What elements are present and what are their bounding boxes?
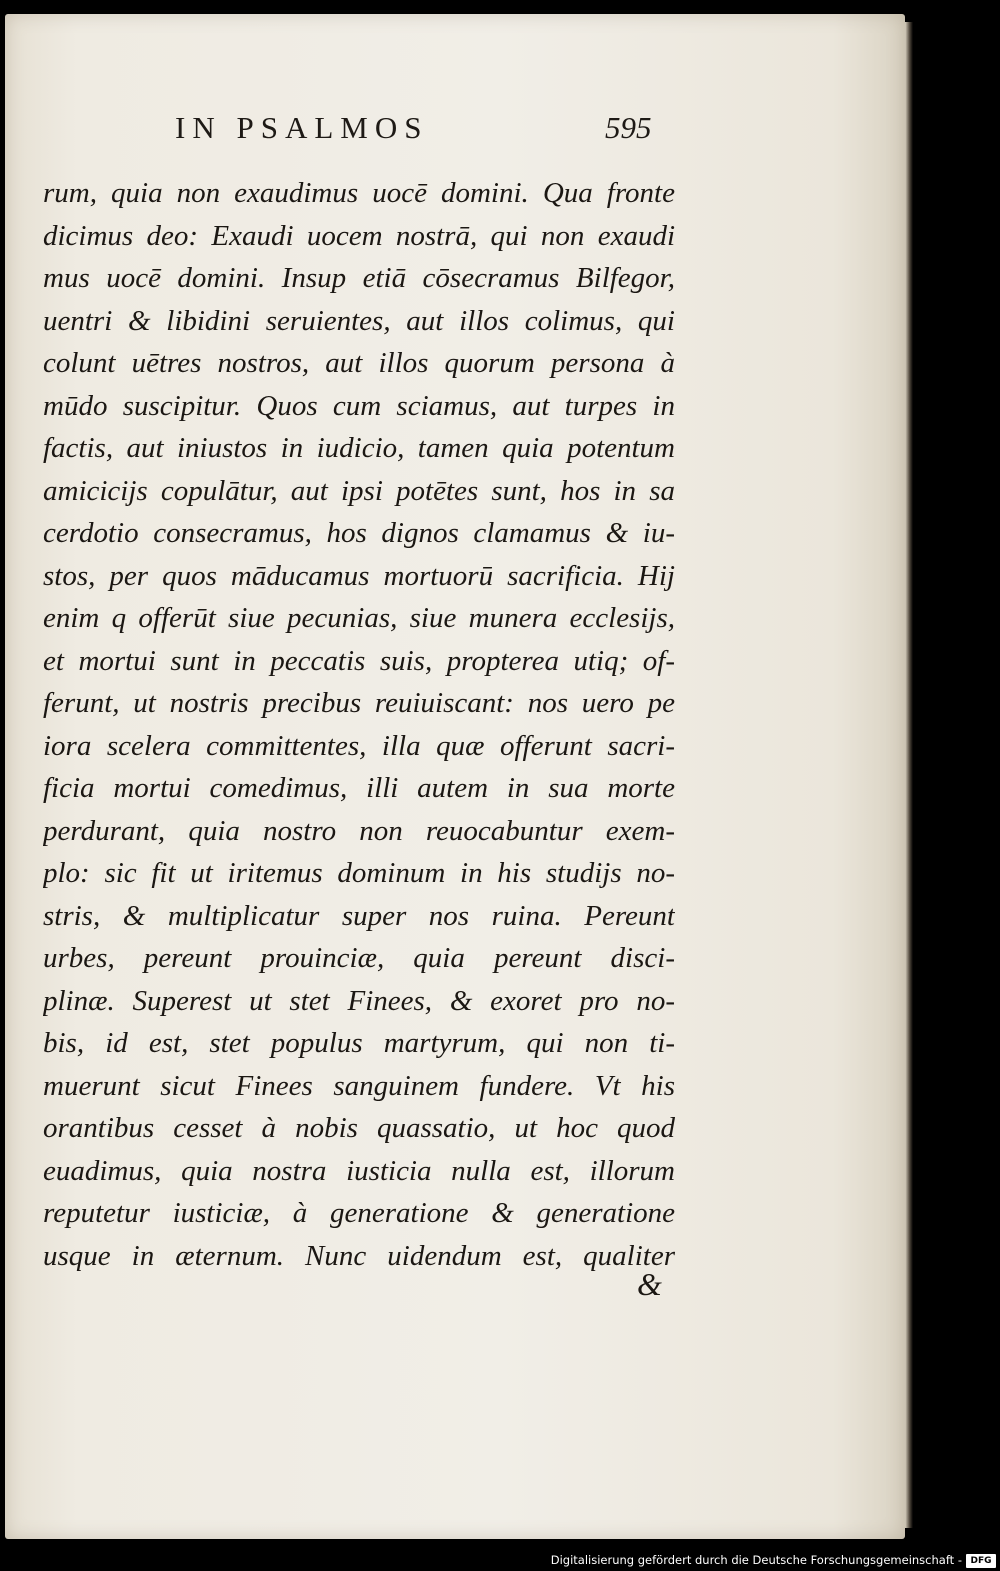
text-line: uentri & libidini seruientes, aut illos colimus, qui [43,304,675,337]
text-line: mus uocē domini. Insup etiā cōsecramus Bilfegor, [43,262,675,294]
text-line: colunt uētres nostros, aut illos quorum persona à [43,347,675,379]
text-line: bis, id est, stet populus martyrum, qui non ti- [43,1027,675,1059]
dfg-logo-icon: DFG [966,1554,996,1568]
page-number: 595 [605,110,652,145]
text-line: mūdo suscipitur. Quos cum sciamus, aut turpes in [43,389,675,422]
text-line: plinæ. Superest ut stet Finees, & exoret pro no- [43,984,675,1017]
footer-credit: Digitalisierung gefördert durch die Deutsche Forschungsgemeinschaft - [550,1553,962,1567]
text-line: et mortui sunt in peccatis suis, propterea utiq; of- [43,644,675,677]
text-line: iora scelera committentes, illa quæ offerunt sacri- [43,729,675,762]
text-line: ferunt, ut nostris precibus reuiuiscant: nos uero pe [43,687,675,719]
book-page [5,14,905,1539]
page-edge [905,22,913,1528]
text-line: perdurant, quia nostro non reuocabuntur exem- [43,814,675,847]
text-line: rum, quia non exaudimus uocē domini. Qua fronte [43,177,675,209]
running-head [5,110,905,154]
text-line: euadimus, quia nostra iusticia nulla est, illorum [43,1154,675,1187]
text-line: plo: sic fit ut iritemus dominum in his studijs no- [43,857,675,889]
text-line: amicicijs copulātur, aut ipsi potētes sunt, hos in sa [43,474,675,507]
text-block [43,172,675,1277]
running-title: IN PSALMOS [175,110,429,145]
text-line: reputetur iusticiæ, à generatione & generatione [43,1197,675,1229]
text-line: factis, aut iniustos in iudicio, tamen quia potentum [43,432,675,464]
footer-bar [0,1552,1000,1571]
text-line: orantibus cesset à nobis quassatio, ut hoc quod [43,1112,675,1144]
text-line: enim q offerūt siue pecunias, siue munera ecclesijs, [43,602,675,634]
text-line: ficia mortui comedimus, illi autem in sua morte [43,772,675,804]
text-line: dicimus deo: Exaudi uocem nostrā, qui non exaudi [43,219,675,252]
text-line: muerunt sicut Finees sanguinem fundere. Vt his [43,1069,675,1102]
text-line: urbes, pereunt prouinciæ, quia pereunt disci- [43,942,675,974]
text-line: usque in æternum. Nunc uidendum est, qualiter [43,1239,675,1272]
catchword: & [637,1266,662,1302]
text-line: stris, & multiplicatur super nos ruina. Pereunt [43,899,675,932]
text-line: stos, per quos māducamus mortuorū sacrificia. Hij [43,559,675,592]
text-line: cerdotio consecramus, hos dignos clamamus & iu- [43,517,675,549]
